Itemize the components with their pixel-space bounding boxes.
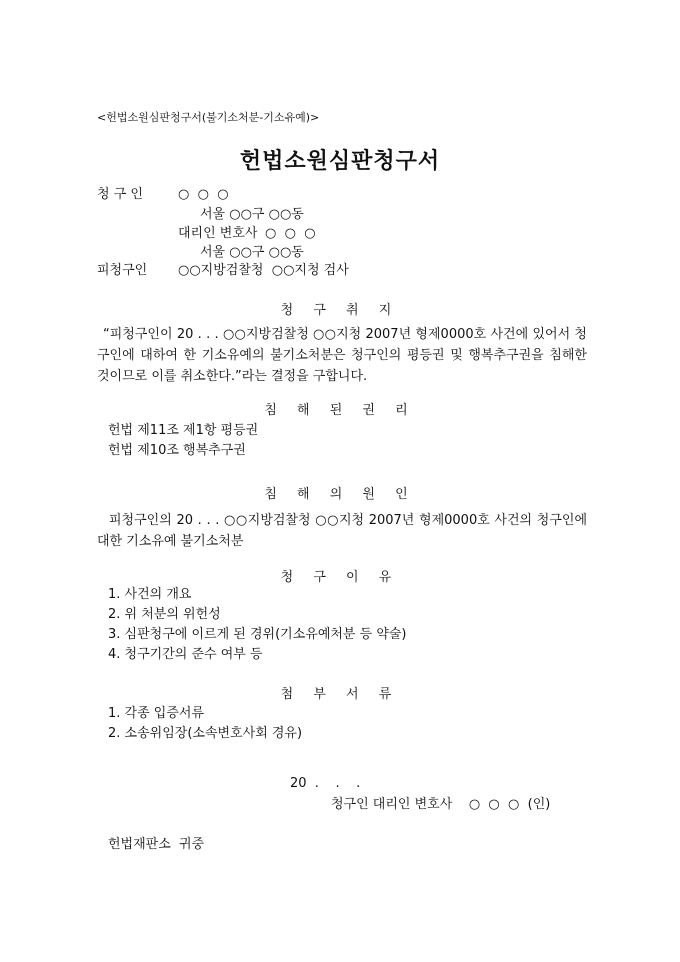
agent-label: 대리인 변호사 [178,226,258,241]
claimant-label: 청 구 인 [97,187,143,202]
list-item: 헌법 제10조 행복추구권 [108,443,246,458]
signature-line: 청구인 대리인 변호사 ○ ○ ○ (인) [331,797,551,812]
respondent-name: ○○지방검찰청 ○○지청 검사 [178,263,349,278]
claimant-name: ○ ○ ○ [178,187,229,202]
agent-name: ○ ○ ○ [265,226,316,241]
list-item: 4. 청구기간의 준수 여부 등 [108,647,263,662]
agent-address: 서울 ○○구 ○○동 [200,245,304,260]
purpose-text: “피청구인이 20 . . . ○○지방검찰청 ○○지청 2007년 형제0000호 사건에 있어서 청구인에 대하여 한 기소유예의 불기소처분은 청구인의 평등권 및 행복추구권을 침해한 것이므로 이를 취소한다.”라는 결정을 구합니다. [97,327,587,384]
cause-heading: 침 해 의 원 인 [264,487,416,502]
list-item: 2. 소송위임장(소속변호사회 경유) [108,726,303,741]
list-item: 1. 사건의 개요 [108,587,192,602]
cause-text: 피청구인의 20 . . . ○○지방검찰청 ○○지청 2007년 형제0000호 사건의 청구인에 대한 기소유예 불기소처분 [97,513,587,549]
rights-heading: 침 해 된 권 리 [264,403,416,418]
respondent-label: 피청구인 [97,263,148,278]
form-label: <헌법소원심판청구서(불기소처분-기소유예)> [97,111,320,124]
attachments-heading: 첨 부 서 류 [280,687,400,702]
list-item: 1. 각종 입증서류 [108,706,205,721]
list-item: 헌법 제11조 제1항 평등권 [108,423,259,438]
list-item: 2. 위 처분의 위헌성 [108,607,221,622]
document-title: 헌법소원심판청구서 [239,148,441,174]
reasons-heading: 청 구 이 유 [280,570,400,585]
closing-date: 20 . . . [290,776,361,791]
list-item: 3. 심판청구에 이르게 된 경위(기소유예처분 등 약술) [108,627,407,642]
purpose-heading: 청 구 취 지 [280,303,400,318]
claimant-address: 서울 ○○구 ○○동 [200,207,304,222]
addressee: 헌법재판소 귀중 [108,837,205,852]
